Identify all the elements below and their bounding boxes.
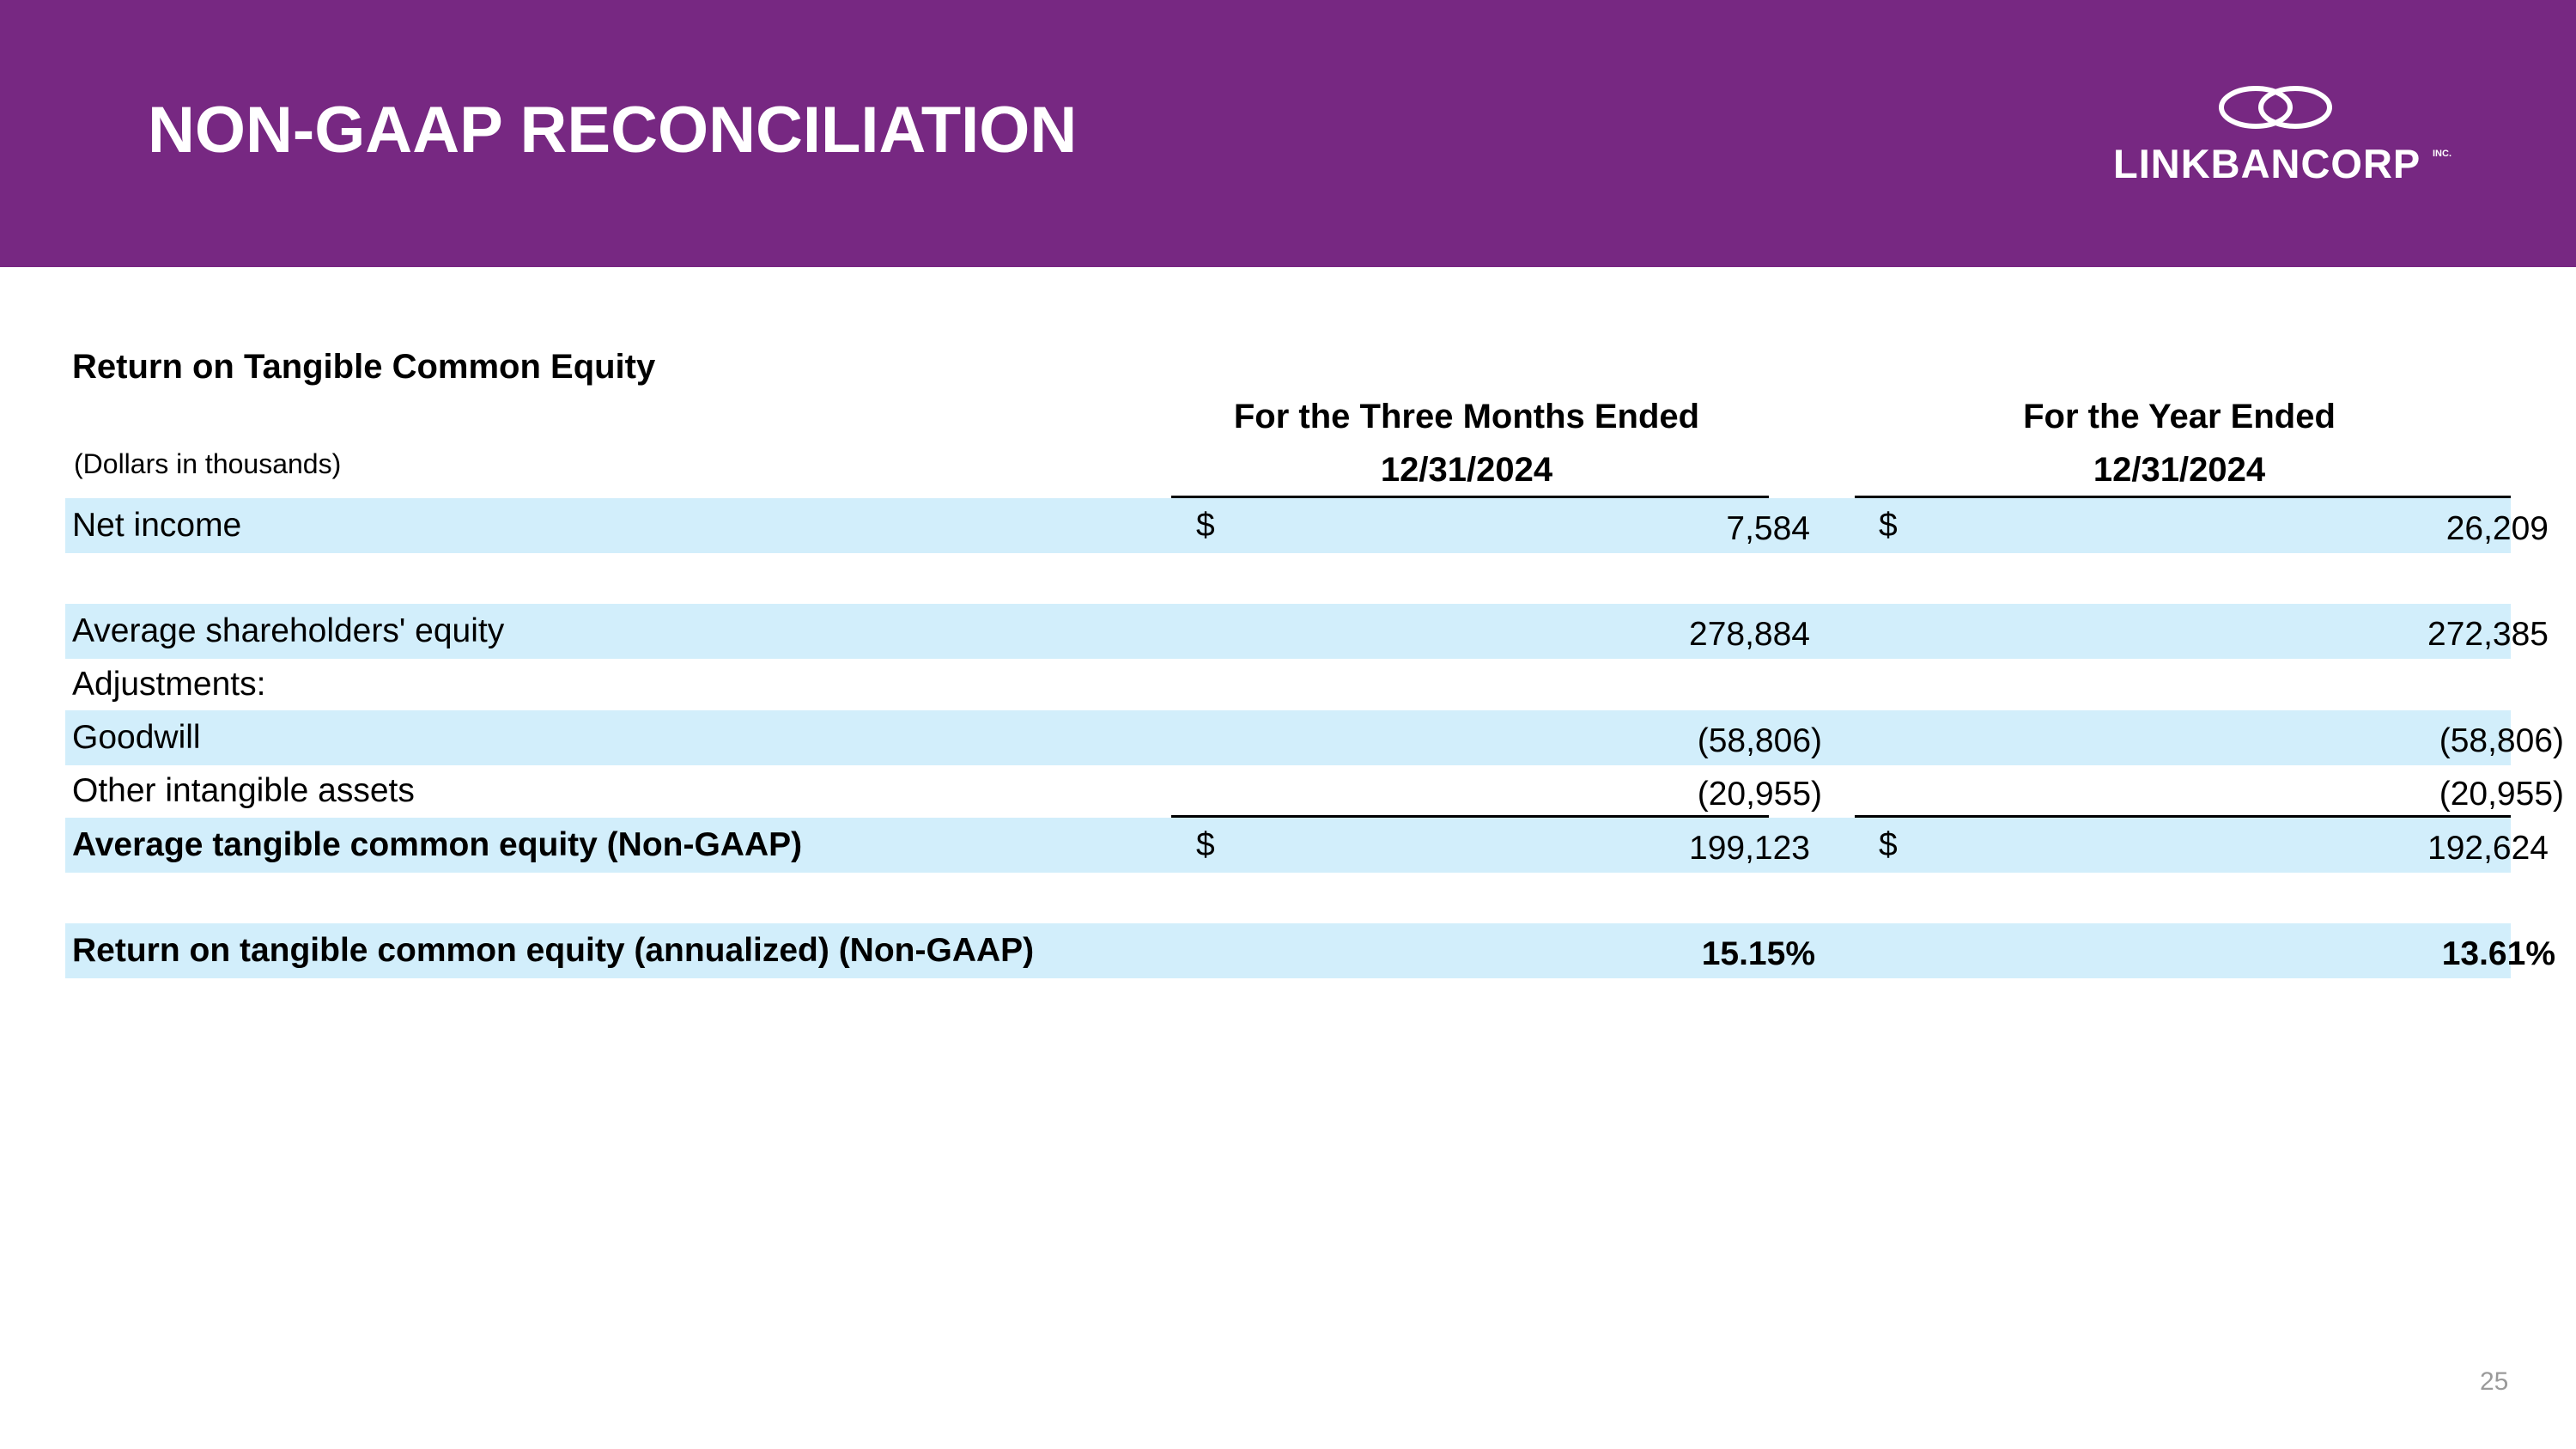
section-title: Return on Tangible Common Equity bbox=[72, 348, 656, 386]
page-title: NON-GAAP RECONCILIATION bbox=[148, 94, 1078, 167]
table-row bbox=[65, 818, 2549, 873]
value-year: 192,624 bbox=[2427, 830, 2549, 867]
value-year: (58,806) bbox=[2439, 722, 2564, 759]
row-label: Goodwill bbox=[72, 719, 201, 756]
table-row bbox=[65, 498, 2549, 553]
row-label: Other intangible assets bbox=[72, 772, 415, 809]
value-year: (20,955) bbox=[2439, 776, 2564, 813]
currency-symbol: $ bbox=[1196, 826, 1215, 863]
currency-symbol: $ bbox=[1879, 826, 1898, 863]
column-header-three-months-date: 12/31/2024 bbox=[1380, 451, 1553, 489]
company-logo bbox=[2108, 82, 2469, 193]
currency-symbol: $ bbox=[1879, 507, 1898, 544]
units-note: (Dollars in thousands) bbox=[74, 448, 342, 479]
value-three-months: 278,884 bbox=[1689, 616, 1810, 653]
value-year: 13.61% bbox=[2441, 935, 2555, 972]
value-year: 272,385 bbox=[2427, 616, 2549, 653]
value-three-months: 7,584 bbox=[1726, 510, 1810, 547]
page-number: 25 bbox=[2480, 1367, 2509, 1396]
row-label: Net income bbox=[72, 507, 242, 544]
logo-inc: INC. bbox=[2433, 149, 2451, 159]
column-header-year: For the Year Ended bbox=[2023, 398, 2336, 435]
currency-symbol: $ bbox=[1196, 507, 1215, 544]
table-row bbox=[65, 923, 2555, 978]
row-label: Return on tangible common equity (annualized) (Non-GAAP) bbox=[72, 932, 1035, 969]
value-three-months: (58,806) bbox=[1697, 722, 1822, 759]
logo-rings-icon bbox=[2211, 82, 2340, 133]
column-header-year-date: 12/31/2024 bbox=[2093, 451, 2266, 489]
value-year: 26,209 bbox=[2445, 510, 2549, 547]
logo-wordmark: LINKBANCORP bbox=[2113, 141, 2421, 186]
value-three-months: 15.15% bbox=[1701, 935, 1815, 972]
value-three-months: 199,123 bbox=[1689, 830, 1810, 867]
row-label: Average shareholders' equity bbox=[72, 612, 505, 649]
table-row bbox=[65, 604, 2549, 659]
table-row bbox=[65, 710, 2564, 765]
row-label: Average tangible common equity (Non-GAAP) bbox=[72, 826, 803, 863]
table-row bbox=[65, 764, 2564, 819]
table-row bbox=[65, 657, 2511, 712]
row-label: Adjustments: bbox=[72, 666, 266, 703]
column-header-three-months: For the Three Months Ended bbox=[1233, 398, 1700, 435]
header-banner bbox=[0, 0, 2576, 267]
value-three-months: (20,955) bbox=[1697, 776, 1822, 813]
